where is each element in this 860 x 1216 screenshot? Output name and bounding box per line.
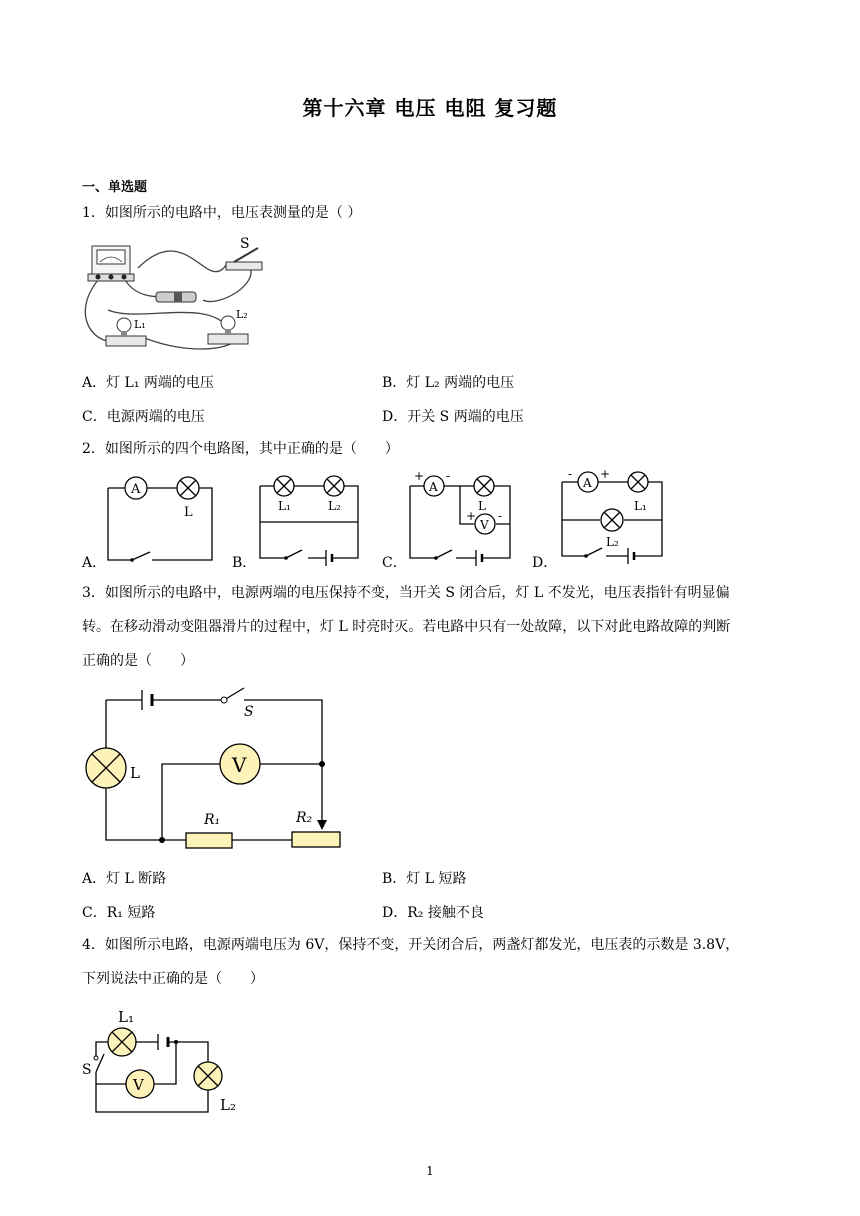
q4-voltmeter-label: V	[133, 1076, 144, 1094]
page-title: 第十六章 电压 电阻 复习题	[302, 96, 558, 120]
q3-stem-line2: 转。在移动滑动变阻器滑片的过程中，灯 L 时亮时灭。若电路中只有一处故障，以下对此电路故障的判断	[82, 619, 731, 635]
q3-option-b: B．灯 L 短路	[382, 871, 467, 887]
q4-lamp2-label: L₂	[220, 1096, 236, 1114]
q2d-plus: +	[600, 467, 611, 481]
q4-figure	[80, 1004, 250, 1118]
q3-r2-label: R₂	[296, 810, 313, 826]
q4-switch-label: S	[82, 1062, 92, 1078]
q1-option-c: C．电源两端的电压	[82, 409, 205, 425]
q3-r1-label: R₁	[204, 812, 221, 828]
q4-stem-line2: 下列说法中正确的是（ ）	[82, 971, 264, 987]
q3-lamp-label: L	[130, 764, 140, 782]
q2c-lamp: L	[478, 499, 486, 513]
q2-stem: 2．如图所示的四个电路图，其中正确的是（ ）	[82, 441, 399, 457]
q2a-lamp: L	[184, 505, 193, 520]
q3-figure	[84, 680, 354, 856]
q2a-ammeter: A	[131, 482, 141, 497]
q2b-l2: L₂	[328, 499, 341, 513]
q2c-plus1: +	[414, 469, 425, 483]
q1-option-a: A．灯 L₁ 两端的电压	[82, 375, 214, 391]
q2-label-d: D．	[532, 555, 558, 571]
q2-circuit-a	[100, 472, 220, 568]
q1-stem: 1．如图所示的电路中，电压表测量的是（ ）	[82, 205, 362, 221]
q4-stem-line1: 4．如图所示电路，电源两端电压为 6V，保持不变，开关闭合后，两盏灯都发光，电压表的示数是 3.8V，	[82, 937, 740, 953]
q2-label-c: C．	[382, 555, 407, 571]
q2b-l1: L₁	[278, 499, 291, 513]
section-heading: 一、单选题	[82, 180, 148, 195]
q3-option-d: D．R₂ 接触不良	[382, 905, 484, 921]
q1-switch-label: S	[240, 236, 250, 252]
q2-label-b: B．	[232, 555, 257, 571]
q2c-minus2: -	[498, 509, 503, 523]
q3-switch-label: S	[244, 704, 254, 720]
q2-circuit-c	[402, 466, 518, 568]
q1-option-d: D．开关 S 两端的电压	[382, 409, 524, 425]
q2-circuit-d	[554, 466, 670, 568]
q2c-voltmeter: V	[480, 518, 489, 532]
q2d-ammeter: A	[583, 476, 592, 490]
q2-circuit-b	[254, 472, 366, 568]
q4-lamp1-label: L₁	[118, 1008, 134, 1026]
q3-stem-line3: 正确的是（ ）	[82, 653, 194, 669]
q2d-l1: L₁	[634, 499, 647, 513]
q3-option-c: C．R₁ 短路	[82, 905, 156, 921]
q2c-plus2: +	[466, 509, 477, 523]
q2c-minus1: -	[446, 469, 451, 483]
q2d-l2: L₂	[606, 535, 619, 549]
q2d-minus: -	[568, 467, 573, 481]
q1-figure	[78, 228, 278, 356]
q3-stem-line1: 3．如图所示的电路中，电源两端的电压保持不变，当开关 S 闭合后，灯 L 不发光，电压表指针有明显偏	[82, 585, 730, 601]
q1-option-b: B．灯 L₂ 两端的电压	[382, 375, 515, 391]
q3-voltmeter-label: V	[232, 753, 247, 777]
q2-label-a: A．	[82, 555, 107, 571]
q1-lamp2-label: L₂	[236, 308, 248, 321]
q3-option-a: A．灯 L 断路	[82, 871, 167, 887]
q1-lamp1-label: L₁	[134, 318, 146, 331]
page-number: 1	[426, 1164, 434, 1178]
q2c-ammeter: A	[429, 480, 438, 494]
